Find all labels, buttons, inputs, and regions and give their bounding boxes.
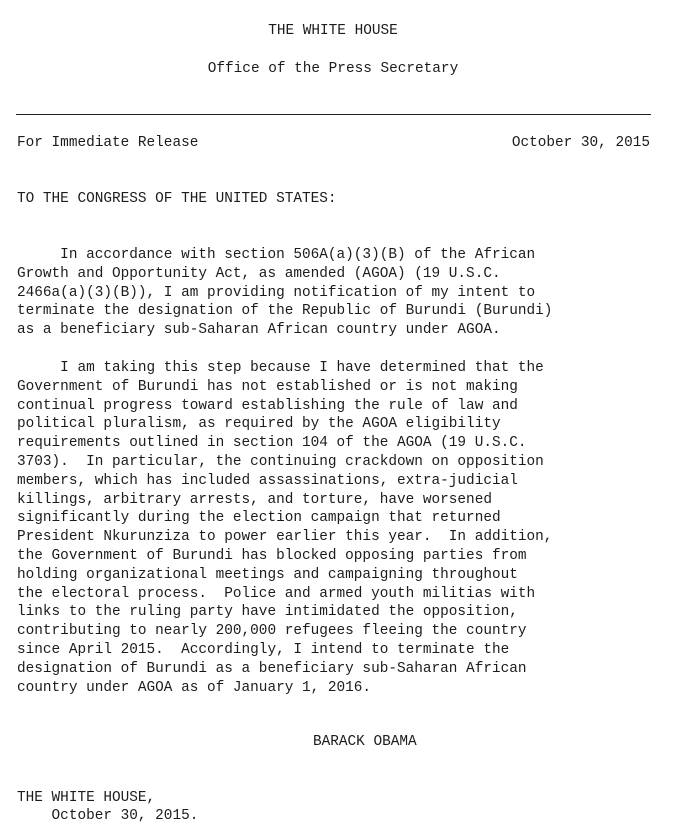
paragraph-line: contributing to nearly 200,000 refugees fleeing the country — [17, 623, 527, 640]
paragraph-line: 2466a(a)(3)(B)), I am providing notification of my intent to — [17, 284, 536, 301]
paragraph-line: 3703). In particular, the continuing crackdown on opposition — [17, 453, 544, 470]
paragraph-line: requirements outlined in section 104 of the AGOA (19 U.S.C. — [17, 435, 527, 452]
paragraph-line: terminate the designation of the Republic of Burundi (Burundi) — [17, 303, 553, 320]
header-office: Office of the Press Secretary — [207, 61, 459, 77]
paragraph-line: killings, arbitrary arrests, and torture, have worsened — [17, 491, 492, 508]
paragraph-line: members, which has included assassinations, extra-judicial — [17, 472, 518, 489]
signature: BARACK OBAMA — [313, 734, 417, 750]
paragraph-2 — [17, 359, 657, 697]
release-date: October 30, 2015 — [511, 135, 650, 151]
paragraph-line: President Nkurunziza to power earlier this year. In addition, — [17, 529, 553, 546]
paragraph-line: continual progress toward establishing the rule of law and — [17, 397, 518, 414]
release-label: For Immediate Release — [17, 135, 199, 151]
closing-date: October 30, 2015. — [17, 808, 199, 824]
paragraph-line: Growth and Opportunity Act, as amended (AGOA) (19 U.S.C. — [17, 265, 501, 282]
paragraph-line: since April 2015. Accordingly, I intend to terminate the — [17, 641, 510, 658]
paragraph-line: as a beneficiary sub-Saharan African country under AGOA. — [17, 322, 501, 339]
paragraph-1 — [17, 246, 657, 340]
paragraph-line: the Government of Burundi has blocked opposing parties from — [17, 547, 527, 564]
paragraph-line: links to the ruling party have intimidated the opposition, — [17, 604, 518, 621]
paragraph-line: Government of Burundi has not established or is not making — [17, 378, 518, 395]
salutation: TO THE CONGRESS OF THE UNITED STATES: — [17, 191, 337, 207]
divider — [16, 114, 651, 115]
paragraph-line: designation of Burundi as a beneficiary sub-Saharan African — [17, 660, 527, 677]
header-org: THE WHITE HOUSE — [268, 23, 398, 39]
closing-place: THE WHITE HOUSE, — [17, 790, 156, 806]
paragraph-line: In accordance with section 506A(a)(3)(B) of the African — [17, 247, 536, 263]
paragraph-line: I am taking this step because I have determined that the — [17, 360, 544, 376]
paragraph-line: holding organizational meetings and campaigning throughout — [17, 566, 518, 583]
paragraph-line: significantly during the election campaign that returned — [17, 510, 501, 527]
paragraph-line: the electoral process. Police and armed youth militias with — [17, 585, 536, 602]
paragraph-line: country under AGOA as of January 1, 2016. — [17, 679, 372, 696]
paragraph-line: political pluralism, as required by the AGOA eligibility — [17, 416, 501, 433]
